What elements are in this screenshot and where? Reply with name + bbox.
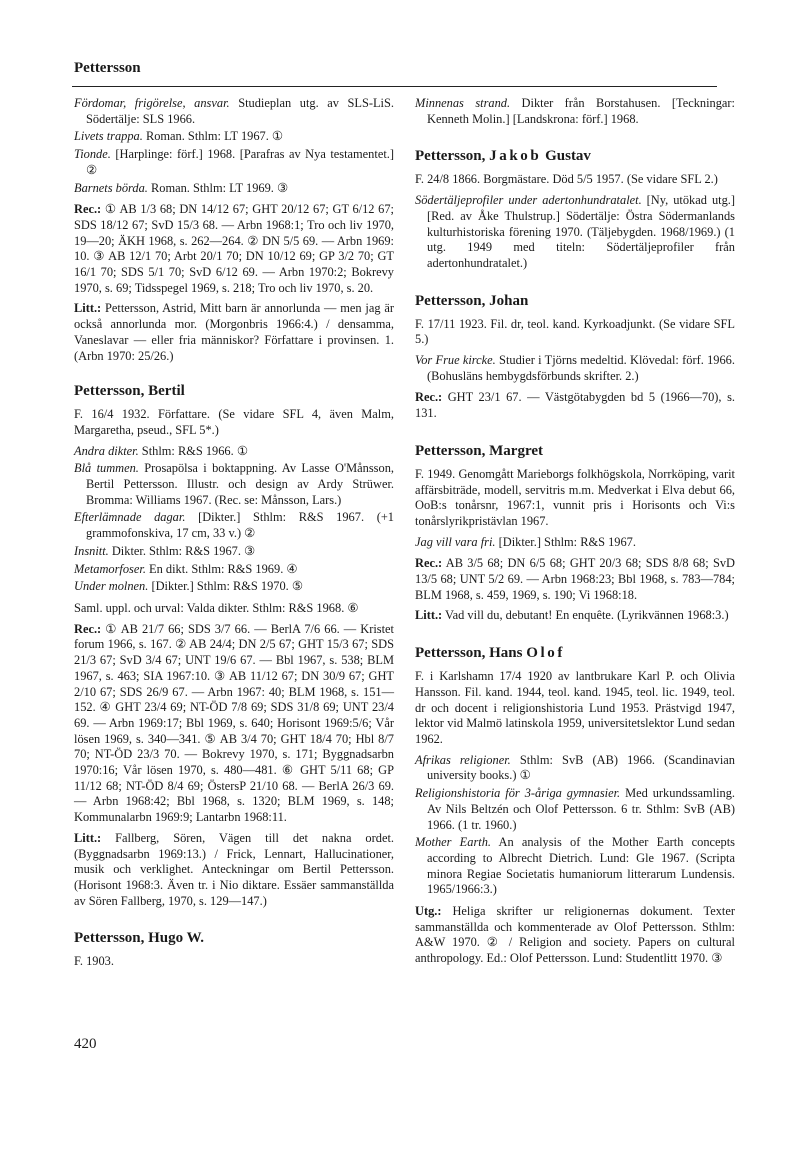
heading-johan: Pettersson, Johan [415, 292, 529, 309]
heading-given-name: Gustav [541, 148, 591, 165]
entry-text: Livets trappa. Roman. Sthlm: LT 1967. ① [74, 129, 284, 144]
heading-bertil: Pettersson, Bertil [74, 383, 185, 400]
entry-text: Södertäljeprofiler under adertonhundratalet. [Ny, utökad utg.] [Red. av Åke Thulstrup.] Södertälje: Östra Södermanlands kulturhistoriska förening 1970. (Täljebygden. 1968/1969.) (1 utg. 1949 med titeln: Södertäljeprofiler från adertonhundratalet.) [415, 193, 735, 270]
bio-paragraph: F. 24/8 1866. Borgmästare. Död 5/5 1957. (Se vidare SFL 2.) [415, 172, 718, 187]
bio-paragraph: F. 17/11 1923. Fil. dr, teol. kand. Kyrkoadjunkt. (Se vidare SFL 5.) [415, 316, 735, 347]
entry-text: Vor Frue kircke. Studier i Tjörns medeltid. Klövedal: förf. 1966. (Bohusläns hembygdsförbunds skrifter. 2.) [415, 353, 735, 383]
entry-text: Under molnen. [Dikter.] Sthlm: R&S 1970. ⑤ [74, 579, 303, 594]
entry-text: Mother Earth. An analysis of the Mother Earth concepts according to Albrecht Dietrich. Lund: Gle 1967. (Scripta minora Regiae Societatis humaniorum litterarum Lundensis. 1965/1966:3.) [415, 835, 735, 897]
header-rule [72, 86, 717, 87]
heading-margret: Pettersson, Margret [415, 442, 543, 459]
right-column [415, 96, 735, 972]
heading-spaced-name: Olof [526, 645, 565, 662]
entry-text: Insnitt. Dikter. Sthlm: R&S 1967. ③ [74, 543, 256, 558]
editor-paragraph: Utg.: Heliga skrifter ur religionernas dokument. Texter sammanställda och kommenterade av Olof Pettersson. Sthlm: A&W 1970. ② / Religion and society. Papers on cultural anthropology. Ed.: Olof Pettersson. Lund: Studentlitt 1970. ③ [415, 904, 735, 966]
literature-paragraph: Litt.: Fallberg, Sören, Vägen till det nakna ordet. (Byggnadsarbn 1969:13.) / Frick, Lennart, Hallucinationer, musik och verklighet. Anteckningar om Bertil Pettersson. (Horisont 1968:3. Även tr. i Nio diktare. Essäer sammanställda av Sören Fallberg, 1970, s. 129—147.) [74, 830, 394, 908]
entry-text: Blå tummen. Prosapölsa i boktappning. Av Lasse O'Månsson, Bertil Pettersson. Illustr. och design av Ardy Strüwer. Bromma: Williams 1967. (Rec. se: Månsson, Lars.) [74, 461, 394, 507]
entry-text: Tionde. [Harplinge: förf.] 1968. [Parafras av Nya testamentet.] ② [74, 147, 394, 177]
review-paragraph: Rec.: GHT 23/1 67. — Västgötabygden bd 5 (1966—70), s. 131. [415, 390, 735, 421]
bio-paragraph: F. i Karlshamn 17/4 1920 av lantbrukare Karl P. och Olivia Hansson. Fil. kand. 1944, teol. kand. 1945, teol. lic. 1949, teol. dr och docent i religionshistoria Lund 1953. Prästvigd 1947, lektor vid Malmö latinskola 1959, universitetslektor Lund sedan 1962. [415, 669, 735, 746]
bio-paragraph: F. 1949. Genomgått Marieborgs folkhögskola, Norrköping, varit affärsbiträde, modell, servitris m.m. Medverkat i Elva debut 66, OoB:s tonårsnr, 1967:1, vunnit pris i Horisonts och Vi:s tonårslyrikpristävlan 1967. [415, 466, 735, 528]
entry-text: Efterlämnade dagar. [Dikter.] Sthlm: R&S 1967. (+1 grammofonskiva, 17 cm, 33 v.) ② [74, 510, 394, 541]
entry-text: Barnets börda. Roman. Sthlm: LT 1969. ③ [74, 180, 289, 195]
page-number: 420 [74, 1036, 97, 1052]
review-paragraph: Rec.: ① AB 1/3 68; DN 14/12 67; GHT 20/12 67; GT 6/12 67; SDS 18/12 67; SvD 15/3 68. — Arbn 1968:1; Tro och liv 1970, 19—20; ÄKH 1968, s. 262—264. ② DN 5/5 69. — Arbn 1969: 10. ③ AB 12/1 70; Arbt 20/1 70; DN 10/12 69; GP 3/2 70; GT 16/1 70; SDS 5/1 70; SvD 6/12 69. — Arbn 1970:2; Bokrevy 1970, s. 69; Tidsspegel 1969, s. 218; Tro och liv 1970, s. 20. [74, 202, 394, 295]
review-paragraph: Rec.: AB 3/5 68; DN 6/5 68; GHT 20/3 68; SDS 8/8 68; SvD 13/5 68; UNT 5/2 69. — Arbn 1968:23; Bbl 1968, s. 783—784; BLM 1968, s. 459, 1969, s. 190; Vi 1968:18. [415, 556, 735, 602]
literature-paragraph: Litt.: Pettersson, Astrid, Mitt barn är annorlunda — men jag är också annorlunda mor. (Morgonbris 1966:4.) / densamma, Vaneslavar — eller fria människor? Författare i provinsen. 1. (Arbn 1970: 25/26.) [74, 301, 394, 363]
bio-paragraph: F. 1903. [74, 954, 114, 969]
entry-text: Jag vill vara fri. [Dikter.] Sthlm: R&S 1967. [415, 534, 636, 549]
heading-olof [415, 644, 735, 662]
heading-jakob [415, 147, 735, 165]
entry-text: Minnenas strand. Dikter från Borstahusen. [Teckningar: Kenneth Molin.] [Landskrona: förf.] 1968. [415, 96, 735, 126]
heading-surname: Pettersson, [415, 148, 490, 165]
entry-text: Religionshistoria för 3-åriga gymnasier. Med urkundssamling. Av Nils Beltzén och Olof Pettersson. 6 tr. Sthlm: SvB (AB) 1966. (1 tr. 1960.) [415, 786, 735, 832]
entry-text: Fördomar, frigörelse, ansvar. Studieplan utg. av SLS-LiS. Södertälje: SLS 1966. [74, 96, 394, 126]
heading-spaced-name: Jakob [489, 148, 542, 165]
literature-paragraph: Litt.: Vad vill du, debutant! En enquête. (Lyrikvännen 1968:3.) [415, 608, 729, 623]
running-head: Pettersson [74, 60, 141, 76]
heading-hugo: Pettersson, Hugo W. [74, 930, 205, 947]
entry-text: Metamorfoser. En dikt. Sthlm: R&S 1969. ④ [74, 561, 298, 576]
left-column [74, 96, 394, 975]
bio-paragraph: F. 16/4 1932. Författare. (Se vidare SFL 4, även Malm, Margaretha, pseud., SFL 5*.) [74, 407, 394, 437]
heading-surname: Pettersson, Hans [415, 645, 527, 662]
collected-editions: Saml. uppl. och urval: Valda dikter. Sthlm: R&S 1968. ⑥ [74, 600, 359, 615]
entry-text: Andra dikter. Sthlm: R&S 1966. ① [74, 443, 248, 458]
review-paragraph: Rec.: ① AB 21/7 66; SDS 3/7 66. — BerlA 7/6 66. — Kristet forum 1966, s. 167. ② AB 24/4; DN 2/5 67; GHT 15/3 67; SDS 21/3 67; SvD 3/4 67; UNT 19/6 67. — Bbl 1967, s. 538; BLM 1967, s. 463; SIA 1967:10. ③ AB 11/12 67; DN 30/9 67; GHT 2/10 67; SDS 26/9 67. — Arbn 1967: 40; BLM 1968, s. 151—152. ④ GHT 23/4 69; NT-ÖD 7/8 69; SDS 31/8 69; UNT 23/4 69. — Arbn 1969:17; Bbl 1969, s. 640; Horisont 1969:5/6; Vår lösen 1969, s. 340—341. ⑤ AB 3/4 70; GHT 18/4 70; Hbl 8/7 70; NT-ÖD 23/3 70. — Bokrevy 1970, s. 171; Byggnadsarbn 1970:16; Vår lösen 1970, s. 480—481. ⑥ GHT 5/11 68; GP 11/12 68; NT-ÖD 8/4 69; ÖstersP 21/10 68. — BerlA 26/3 69. — Arbn 1968:42; Bbl 1968, s. 1320; BLM 1969, s. 148; Kommunalarbn 1969:9; Lantarbn 1968:11. [74, 621, 394, 825]
entry-text: Afrikas religioner. Sthlm: SvB (AB) 1966. (Scandinavian university books.) ① [415, 752, 735, 783]
